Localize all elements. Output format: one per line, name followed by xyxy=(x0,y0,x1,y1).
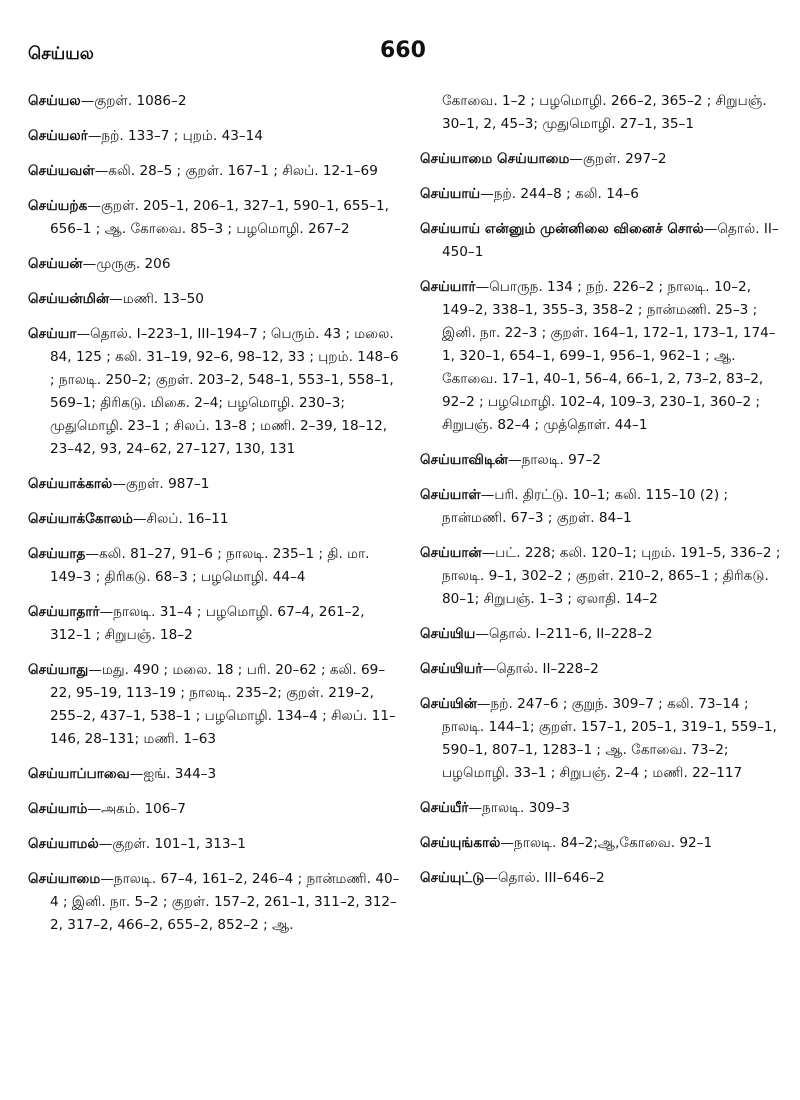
entry-headword: செய்யுங்கால் xyxy=(420,835,501,851)
index-entry xyxy=(420,449,782,472)
entry-references: —நற். 247–6 ; குறுந். 309–7 ; கலி. 73–14 ; நாலடி. 144–1; குறள். 157–1, 205–1, 319–1, 559–1, 590–1, 807–1, 1283–1 ; ஆ. கோவை. 73–2; பழமொழி. 33–1 ; சிறுபஞ். 2–4 ; மணி. 22–117 xyxy=(442,696,777,781)
entry-headword: செய்யல xyxy=(28,93,81,109)
index-entry xyxy=(420,658,782,681)
entry-references: —நாலடி. 309–3 xyxy=(468,800,571,816)
index-entry xyxy=(420,867,782,890)
entry-headword: செய்யாமல் xyxy=(28,836,99,852)
entry-headword: செய்யாதார் xyxy=(28,604,100,620)
entry-references: —தொல். I–211–6, II–228–2 xyxy=(475,626,653,642)
index-entry xyxy=(28,160,400,183)
index-entry xyxy=(28,90,400,113)
entry-headword: செய்யியர் xyxy=(420,661,483,677)
index-entry xyxy=(420,90,782,136)
index-entry xyxy=(28,601,400,647)
entry-headword: செய்யாமை செய்யாமை xyxy=(420,151,570,167)
index-entry xyxy=(28,125,400,148)
entry-headword: செய்யாய் என்னும் முன்னிலை வினைச் சொல் xyxy=(420,221,704,237)
entry-headword: செய்யாய் xyxy=(420,186,481,202)
index-entry xyxy=(28,543,400,589)
entry-references: —நாலடி. 97–2 xyxy=(508,452,601,468)
entry-references: —குறள். 205–1, 206–1, 327–1, 590–1, 655–1, 656–1 ; ஆ. கோவை. 85–3 ; பழமொழி. 267–2 xyxy=(50,198,389,237)
entry-references: —குறள். 1086–2 xyxy=(80,93,187,109)
entry-references: —பொருந. 134 ; நற். 226–2 ; நாலடி. 10–2, 149–2, 338–1, 355–3, 358–2 ; நான்மணி. 25–3 ; இனி. நா. 22–3 ; குறள். 164–1, 172–1, 173–1, 174–1, 320–1, 654–1, 699–1, 956–1, 962–1 ; ஆ. கோவை. 17–1, 40–1, 56–4, 66–1, 2, 73–2, 83–2, 92–2 ; பழமொழி. 102–4, 109–3, 230–1, 360–2 ; சிறுபஞ். 82–4 ; முத்தொள். 44–1 xyxy=(442,279,776,433)
index-entry xyxy=(28,288,400,311)
entry-headword: செய்யாவிடின் xyxy=(420,452,508,468)
entry-headword: செய்யாப்பாவை xyxy=(28,766,130,782)
index-entry xyxy=(28,659,400,751)
entry-references: —கலி. 28–5 ; குறள். 167–1 ; சிலப். 12-1–69 xyxy=(94,163,378,179)
entry-headword: செய்யாத xyxy=(28,546,86,562)
entry-headword: செய்யாது xyxy=(28,662,89,678)
entry-references: —அகம். 106–7 xyxy=(87,801,186,817)
entry-headword: செய்யார் xyxy=(420,279,476,295)
entry-headword: செய்யன்மின் xyxy=(28,291,110,307)
index-entry xyxy=(420,218,782,264)
entry-references: —சிலப். 16–11 xyxy=(132,511,229,527)
entry-references: —தொல். II–450–1 xyxy=(442,221,779,260)
entry-headword: செய்யா xyxy=(28,326,77,342)
entry-references: —தொல். III–646–2 xyxy=(484,870,605,886)
right-column xyxy=(420,90,782,902)
entry-references: —நாலடி. 67–4, 161–2, 246–4 ; நான்மணி. 40–4 ; இனி. நா. 5–2 ; குறள். 157–2, 261–1, 311–2, 312–2, 317–2, 466–2, 655–2, 852–2 ; ஆ. xyxy=(50,871,400,933)
entry-headword: செய்யாக்கால் xyxy=(28,476,113,492)
entry-headword: செய்யாக்கோலம் xyxy=(28,511,133,527)
entry-references: —குறள். 297–2 xyxy=(569,151,667,167)
entry-references: —பரி. திரட்டு. 10–1; கலி. 115–10 (2) ; நான்மணி. 67–3 ; குறள். 84–1 xyxy=(442,487,729,526)
entry-references: —பட். 228; கலி. 120–1; புறம். 191–5, 336–2 ; நாலடி. 9–1, 302–2 ; குறள். 210–2, 865–1 ; திரிகடு. 80–1; சிறுபஞ். 1–3 ; ஏலாதி. 14–2 xyxy=(442,545,781,607)
index-entry xyxy=(28,833,400,856)
entry-references: —நற். 244–8 ; கலி. 14–6 xyxy=(480,186,639,202)
entry-references: —குறள். 987–1 xyxy=(112,476,210,492)
entry-headword: செய்யாமை xyxy=(28,871,101,887)
index-entry xyxy=(28,473,400,496)
index-entry xyxy=(28,798,400,821)
entry-references: —கலி. 81–27, 91–6 ; நாலடி. 235–1 ; தி. மா. 149–3 ; திரிகடு. 68–3 ; பழமொழி. 44–4 xyxy=(50,546,370,585)
entry-references: —ஐங். 344–3 xyxy=(129,766,217,782)
entry-headword: செய்யவள் xyxy=(28,163,95,179)
index-entry xyxy=(420,183,782,206)
entry-headword: செய்யலர் xyxy=(28,128,88,144)
entry-references: —நாலடி. 31–4 ; பழமொழி. 67–4, 261–2, 312–1 ; சிறுபஞ். 18–2 xyxy=(50,604,365,643)
index-entry xyxy=(28,195,400,241)
entry-headword: செய்யுட்டு xyxy=(420,870,485,886)
entry-headword: செய்யன் xyxy=(28,256,83,272)
index-entry xyxy=(28,868,400,937)
index-entry xyxy=(28,323,400,461)
left-column xyxy=(28,90,400,949)
entry-references: —தொல். II–228–2 xyxy=(482,661,599,677)
index-entry xyxy=(420,276,782,437)
entry-references: —நற். 133–7 ; புறம். 43–14 xyxy=(87,128,263,144)
entry-references: —தொல். I–223–1, III–194–7 ; பெரும். 43 ; மலை. 84, 125 ; கலி. 31–19, 92–6, 98–12, 33 ; புறம். 148–6 ; நாலடி. 250–2; குறள். 203–2, 548–1, 553–1, 558–1, 569–1; திரிகடு. மிகை. 2–4; பழமொழி. 230–3; முதுமொழி. 23–1 ; சிலப். 13–8 ; மணி. 2–39, 18–12, 23–42, 93, 24–62, 27–127, 130, 131 xyxy=(50,326,399,457)
entry-headword: செய்யான் xyxy=(420,545,482,561)
index-entry xyxy=(420,623,782,646)
entry-headword: செய்யின் xyxy=(420,696,477,712)
entry-references: —மது. 490 ; மலை. 18 ; பரி. 20–62 ; கலி. 69–22, 95–19, 113–19 ; நாலடி. 235–2; குறள். 219–2, 255–2, 437–1, 538–1 ; பழமொழி. 134–4 ; சிலப். 11–146, 28–131; மணி. 1–63 xyxy=(50,662,396,747)
entry-references: —நாலடி. 84–2;ஆ,கோவை. 92–1 xyxy=(500,835,713,851)
index-entry xyxy=(420,484,782,530)
page-number: 660 xyxy=(380,38,426,63)
running-header-word: செய்யல xyxy=(28,44,94,64)
index-entry xyxy=(420,693,782,785)
entry-headword: செய்யாம் xyxy=(28,801,88,817)
entry-headword: செய்யற்க xyxy=(28,198,88,214)
entry-references: —குறள். 101–1, 313–1 xyxy=(98,836,246,852)
index-entry xyxy=(420,542,782,611)
entry-references: கோவை. 1–2 ; பழமொழி. 266–2, 365–2 ; சிறுபஞ். 30–1, 2, 45–3; முதுமொழி. 27–1, 35–1 xyxy=(442,93,767,132)
entry-headword: செய்யிய xyxy=(420,626,476,642)
index-entry xyxy=(28,763,400,786)
index-entry xyxy=(420,148,782,171)
index-entry xyxy=(420,797,782,820)
index-entry xyxy=(28,508,400,531)
entry-headword: செய்யாள் xyxy=(420,487,481,503)
entry-headword: செய்யீர் xyxy=(420,800,469,816)
entry-references: —மணி. 13–50 xyxy=(109,291,204,307)
entry-references: —முருகு. 206 xyxy=(82,256,171,272)
index-entry xyxy=(28,253,400,276)
index-entry xyxy=(420,832,782,855)
